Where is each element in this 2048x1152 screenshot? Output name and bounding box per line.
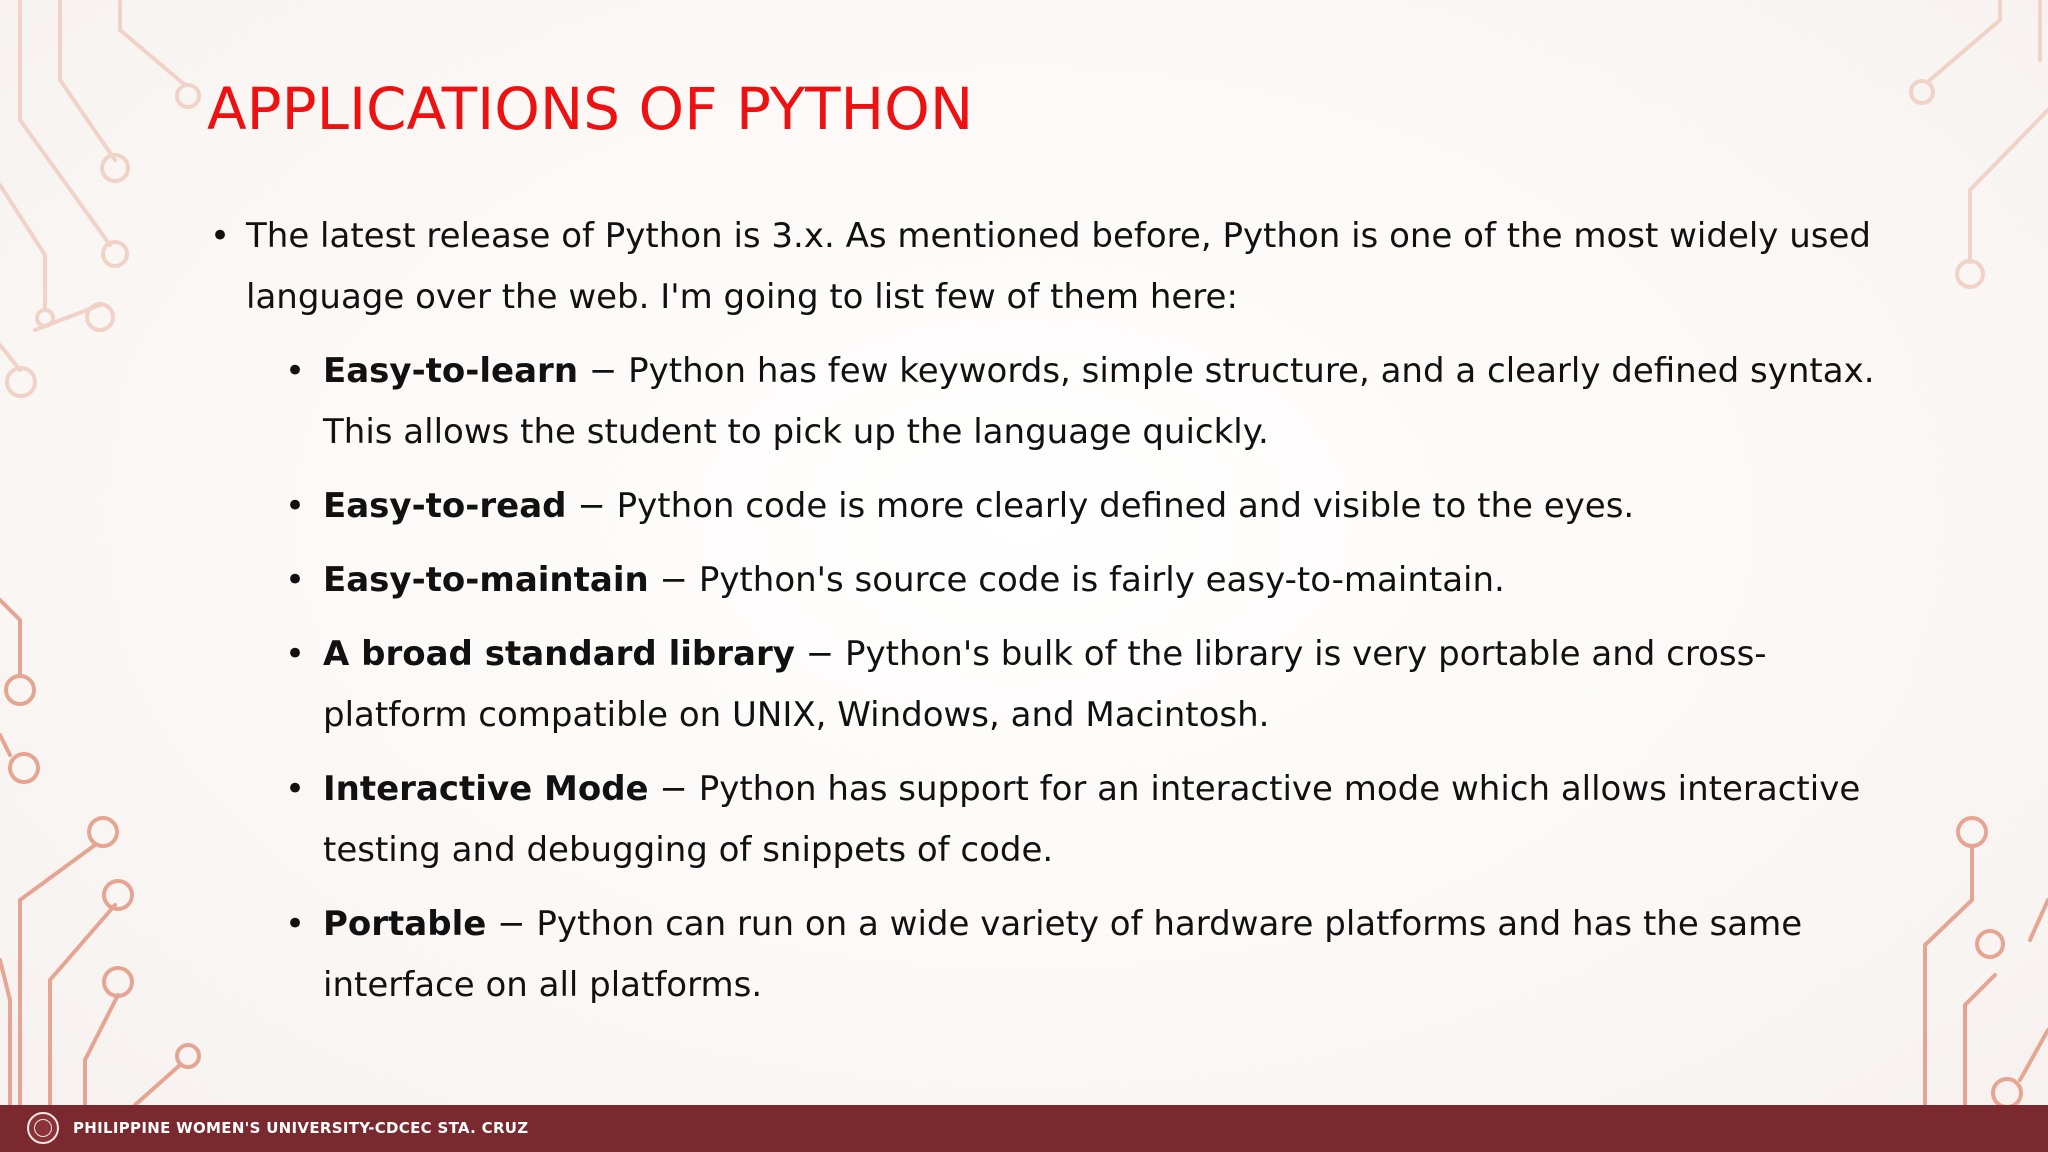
bullet-icon: • xyxy=(285,486,306,526)
feature-description: Python has few keywords, simple structure, and a clearly defined syntax. This allows the student to pick up the language quickly. xyxy=(323,351,1875,452)
feature-description: Python has support for an interactive mode which allows interactive testing and debugging of snippets of code. xyxy=(323,769,1861,870)
feature-description: Python's bulk of the library is very portable and cross-platform compatible on UNIX, Windows, and Macintosh. xyxy=(323,634,1767,735)
list-item xyxy=(285,550,1906,611)
list-item xyxy=(285,759,1906,881)
feature-term: A broad standard library xyxy=(323,634,795,674)
dash-separator: − xyxy=(648,769,699,809)
feature-term: Easy-to-maintain xyxy=(323,560,649,600)
dash-separator: − xyxy=(648,560,699,600)
list-item xyxy=(285,341,1906,463)
feature-term: Interactive Mode xyxy=(323,769,649,809)
feature-list xyxy=(285,341,1906,1016)
slide-body xyxy=(210,206,1906,1029)
feature-description: Python can run on a wide variety of hardware platforms and has the same interface on all platforms. xyxy=(323,904,1803,1005)
bullet-icon: • xyxy=(285,351,306,391)
intro-text: The latest release of Python is 3.x. As mentioned before, Python is one of the most widely used language over the web. I'm going to list few of them here: xyxy=(246,216,1871,317)
bullet-icon: • xyxy=(285,904,306,944)
dash-separator: − xyxy=(566,486,617,526)
dash-separator: − xyxy=(486,904,537,944)
footer-bar xyxy=(0,1105,2048,1152)
feature-term: Easy-to-read xyxy=(323,486,567,526)
bullet-icon: • xyxy=(210,216,231,256)
dash-separator: − xyxy=(578,351,629,391)
bullet-icon: • xyxy=(285,560,306,600)
list-item xyxy=(285,894,1906,1016)
dash-separator: − xyxy=(794,634,845,674)
feature-description: Python's source code is fairly easy-to-maintain. xyxy=(698,560,1505,600)
institution-name: PHILIPPINE WOMEN'S UNIVERSITY-CDCEC STA. CRUZ xyxy=(73,1119,529,1137)
university-seal-icon xyxy=(27,1112,59,1144)
feature-term: Portable xyxy=(323,904,487,944)
slide-title: APPLICATIONS OF PYTHON xyxy=(207,75,974,143)
list-item xyxy=(285,624,1906,746)
bullet-icon: • xyxy=(285,769,306,809)
bullet-icon: • xyxy=(285,634,306,674)
feature-description: Python code is more clearly defined and visible to the eyes. xyxy=(616,486,1635,526)
list-item xyxy=(285,476,1906,537)
seal-inner-ring xyxy=(34,1119,52,1137)
intro-bullet xyxy=(210,206,1906,328)
feature-term: Easy-to-learn xyxy=(323,351,579,391)
